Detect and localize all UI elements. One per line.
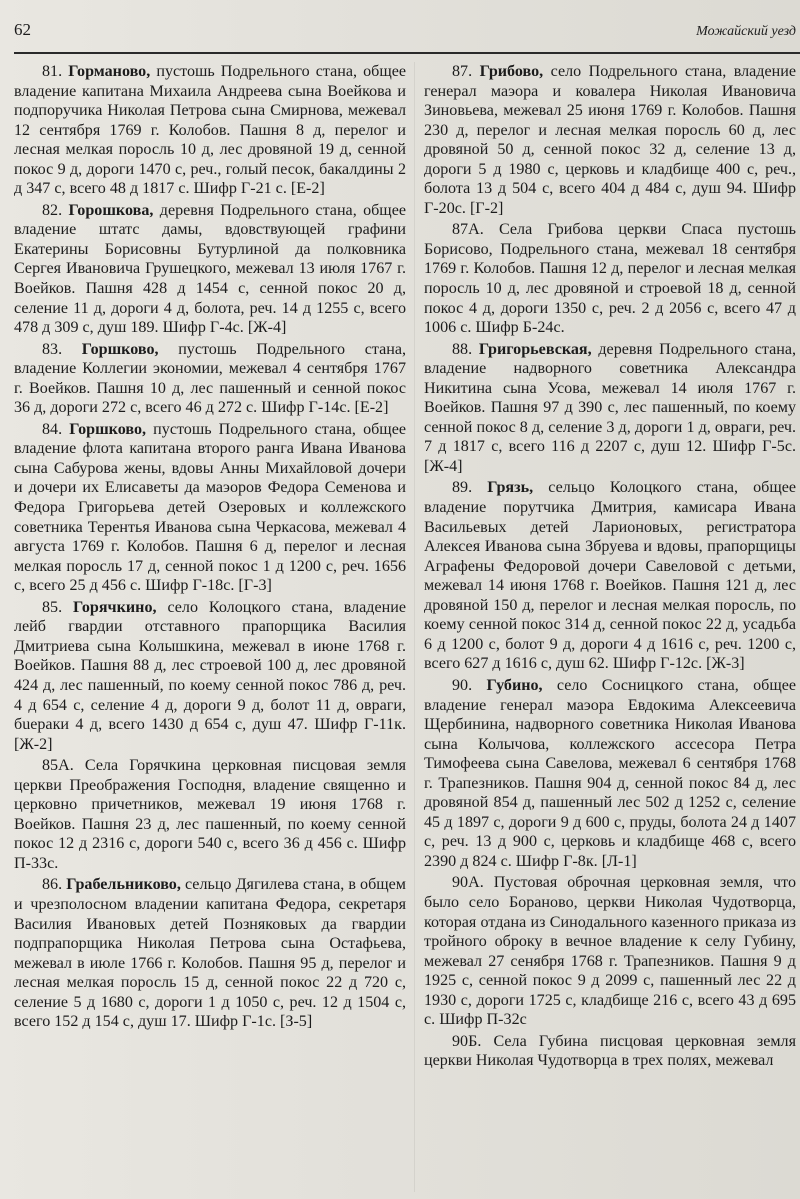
- entry-number: 83.: [42, 340, 63, 358]
- entry-name: Григорьевская,: [478, 340, 592, 358]
- entry-text: сельцо Дягилева стана, в общем и чрезполосном владении капитана Федора, секретаря Василия Ивановых детей Позняковых да гвардии подпрапорщика Николая Петрова сына Остафьева, межевал в июле 1766 г. Колобов. Пашня 95 д, перелог и лесная мелкая поросль 15 д, сенной покос 22 д 720 с, селение 5 д 1680 с, дороги 1 д 1050 с, реч. 12 д 1504 с, всего 152 д 154 с, душ 17. Шифр Г-1с. [З-5]: [14, 876, 406, 1031]
- entry: [14, 756, 406, 873]
- running-head: [14, 18, 800, 54]
- entry: [424, 873, 796, 1029]
- entry: [424, 1032, 796, 1071]
- section-title: Можайский уезд: [696, 24, 796, 39]
- entry-number: 85.: [42, 598, 63, 616]
- entry-number: 81.: [42, 63, 63, 80]
- entry-number: 90.: [452, 676, 473, 694]
- entry-text: деревня Подрельного стана, общее владение штатс дамы, вдовствующей графини Екатерины Борисовны Бутурлиной да полковника Сергея Ивановича Грушецкого, межевал 13 июля 1767 г. Воейков. Пашня 428 д 1454 с, сенной покос 20 д, селение 11 д, дороги 4 д, болота, реч. 14 д 1255 с, всего 478 д 309 с, душ 189. Шифр Г-4с. [Ж-4]: [14, 201, 406, 337]
- entry-name: Горшково,: [81, 340, 159, 358]
- entry-text: Села Горячкина церковная писцовая земля церкви Преображения Господня, владение священно и церковно причетников, межевал 19 июня 1768 г. Воейков. Пашня 23 д, лес пашенный, по коему сенной покос 12 д 2316 с, дороги 540 с, всего 36 д 456 с. Шифр П-33с.: [14, 757, 406, 872]
- entry: [14, 420, 406, 596]
- entry-number: 85А.: [42, 757, 74, 775]
- entry-number: 82.: [42, 201, 63, 219]
- right-column: [424, 62, 796, 1192]
- entry-number: 87А.: [452, 221, 484, 239]
- entry-text: Села Губина писцовая церковная земля церкви Николая Чудотворца в трех полях, межевал: [424, 1032, 796, 1070]
- entry-text: Пустовая оброчная церковная земля, что было село Бораново, церкви Николая Чудотворца, которая отдана из Синодального казенного приказа из тройного оброку в вечное владение к селу Губину, межевал 27 сенября 1768 г. Трапезников. Пашня 9 д 1925 с, сенной покос 9 д 2099 с, пашенный лес 22 д 1930 с, дороги 1725 с, кладбище 216 с, всего 43 д 695 с. Шифр П-32с: [424, 874, 796, 1029]
- entry-text: село Подрельного стана, владение генерал маэора и ковалера Николая Ивановича Зиновьева, межевал 25 июня 1769 г. Колобов. Пашня 230 д, перелог и лесная мелкая поросль 60 д, лес дровяной 50 д, сенной покос 32 д, селение 13 д, дороги 5 д 1980 с, церковь и кладбище 400 с, реч., болота 13 д 504 с, всего 404 д 484 с, душ 94. Шифр Г-20с. [Г-2]: [424, 63, 796, 217]
- entry-text: Села Грибова церкви Спаса пустошь Борисово, Подрельного стана, межевал 18 сентября 1769 г. Колобов. Пашня 12 д, перелог и лесная мелкая поросль 10 д, лес дровяной и строевой 18 д, сенной покос 4 д, дороги 1350 с, реч. 2 д 2056 с, всего 47 д 1006 с. Шифр Б-24с.: [424, 221, 796, 337]
- entry: [14, 340, 406, 418]
- entry-text: пустошь Подрельного стана, владение Коллегии экономии, межевал 4 сентября 1767 г. Воейков. Пашня 10 д, лес пашенный и сенной покос 36 д, дороги 272 с, всего 46 д 272 с. Шифр Г-14с. [Е-2]: [14, 340, 406, 417]
- entry-name: Горячкино,: [73, 598, 157, 616]
- entry-name: Горошкова,: [68, 201, 154, 219]
- page-number: 62: [14, 20, 31, 39]
- entry-name: Грибово,: [479, 63, 544, 80]
- entry-text: село Сосницкого стана, общее владение генерал маэора Евдокима Алексеевича Щербинина, надворного советника Николая Иванова сына Колычова, коллежского ассесора Петра Тимофеева сына Савелова, межевал 6 сентября 1768 г. Трапезников. Пашня 904 д, сенной покос 84 д, лес дровяной 854 д, пашенный лес 502 д 1252 с, селение 45 д 1897 с, дороги 9 д 600 с, пруды, болота 24 д 1407 с, реч. 13 д 900 с, церковь и кладбище 468 с, всего 2390 д 824 с. Шифр Г-8к. [Л-1]: [424, 676, 796, 870]
- entry: [424, 340, 796, 477]
- column-divider: [414, 62, 415, 1192]
- entry: [14, 598, 406, 754]
- left-column: [14, 62, 406, 1192]
- entry-name: Горшково,: [69, 420, 147, 438]
- entry-number: 90А.: [452, 874, 484, 892]
- entry: [14, 62, 406, 199]
- entry-name: Грязь,: [487, 479, 534, 497]
- entry-text: село Колоцкого стана, владение лейб гвардии отставного прапорщика Василия Дмитриева сына Колышкина, межевал в июне 1768 г. Воейков. Пашня 88 д, лес строевой 100 д, лес дровяной 424 д, лес пашенный, по коему сенной покос 786 д, реч. 4 д 654 с, селение 4 д, дороги 9 д, болот 11 д, овраги, бuераки 4 д, всего 1430 д 654 с, душ 47. Шифр Г-11к. [Ж-2]: [14, 598, 406, 753]
- entry-text: пустошь Подрельного стана, общее владение флота капитана второго ранга Ивана Иванова сына Сабурова жены, вдовы Анны Михайловой дочери и дочери их Елисаветы да маэоров Федора Семенова и Федора Григорьева детей Озеровых и коллежского советника Терентья Иванова сына Черкасова, межевал 4 августа 1769 г. Колобов. Пашня 6 д, перелог и лесная мелкая поросль 17 д, сенной покос 1 д 1200 с, реч. 1656 с, всего 25 д 456 с. Шифр Г-18с. [Г-3]: [14, 420, 406, 595]
- entry-number: 87.: [452, 63, 473, 80]
- entry-text: сельцо Колоцкого стана, общее владение порутчика Дмитрия, камисара Ивана Васильевых детей Ларионовых, регистратора Алексея Иванова сына Збруева и вдовы, прапорщицы Аграфены Федоровой дочери Савеловой с детьми, межевал 14 июня 1768 г. Воейков. Пашня 121 д, лес дровяной 150 д, перелог и лесная мелкая поросль, по коему сенной покос 314 д, сенной покос 22 д, усадьба 6 д 1200 с, болот 9 д, дороги 4 д 1616 с, реч. 1200 с, всего 627 д 1616 с, душ 62. Шифр Г-12с. [Ж-3]: [424, 479, 796, 673]
- entry-number: 86.: [42, 876, 63, 894]
- entry-name: Горманово,: [68, 63, 151, 80]
- entry: [424, 478, 796, 673]
- entry-number: 90Б.: [452, 1032, 482, 1050]
- entry: [424, 676, 796, 871]
- entry-text: пустошь Подрельного стана, общее владение капитана Михаила Андреева сына Воейкова и подпоручика Николая Петрова сына Смирнова, межевал 12 сентября 1769 г. Колобов. Пашня 8 д, перелог и лесная мелкая поросль 10 д, лес дровяной 19 д, сенной покос 9 д, дороги 1470 с, реч., голый песок, бакалдины 2 д 347 с, всего 48 д 1817 с. Шифр Г-21 с. [Е-2]: [14, 63, 406, 198]
- entry: [424, 220, 796, 337]
- entry-name: Грабельниково,: [66, 876, 181, 894]
- entry-number: 89.: [452, 479, 473, 497]
- entry: [14, 201, 406, 338]
- entry-number: 84.: [42, 420, 63, 438]
- entry: [14, 875, 406, 1031]
- entry-name: Губино,: [486, 676, 543, 694]
- entry-number: 88.: [452, 340, 473, 358]
- entry: [424, 62, 796, 218]
- entry-text: деревня Подрельного стана, владение надворного советника Александра Никитина сына Усова, межевал 14 июля 1767 г. Воейков. Пашня 97 д 390 с, лес пашенный, по коему сенной покос 8 д, селение 3 д, дороги 1 д, овраги, реч. 7 д 1817 с, всего 116 д 2207 с, душ 12. Шифр Г-5с. [Ж-4]: [424, 340, 796, 475]
